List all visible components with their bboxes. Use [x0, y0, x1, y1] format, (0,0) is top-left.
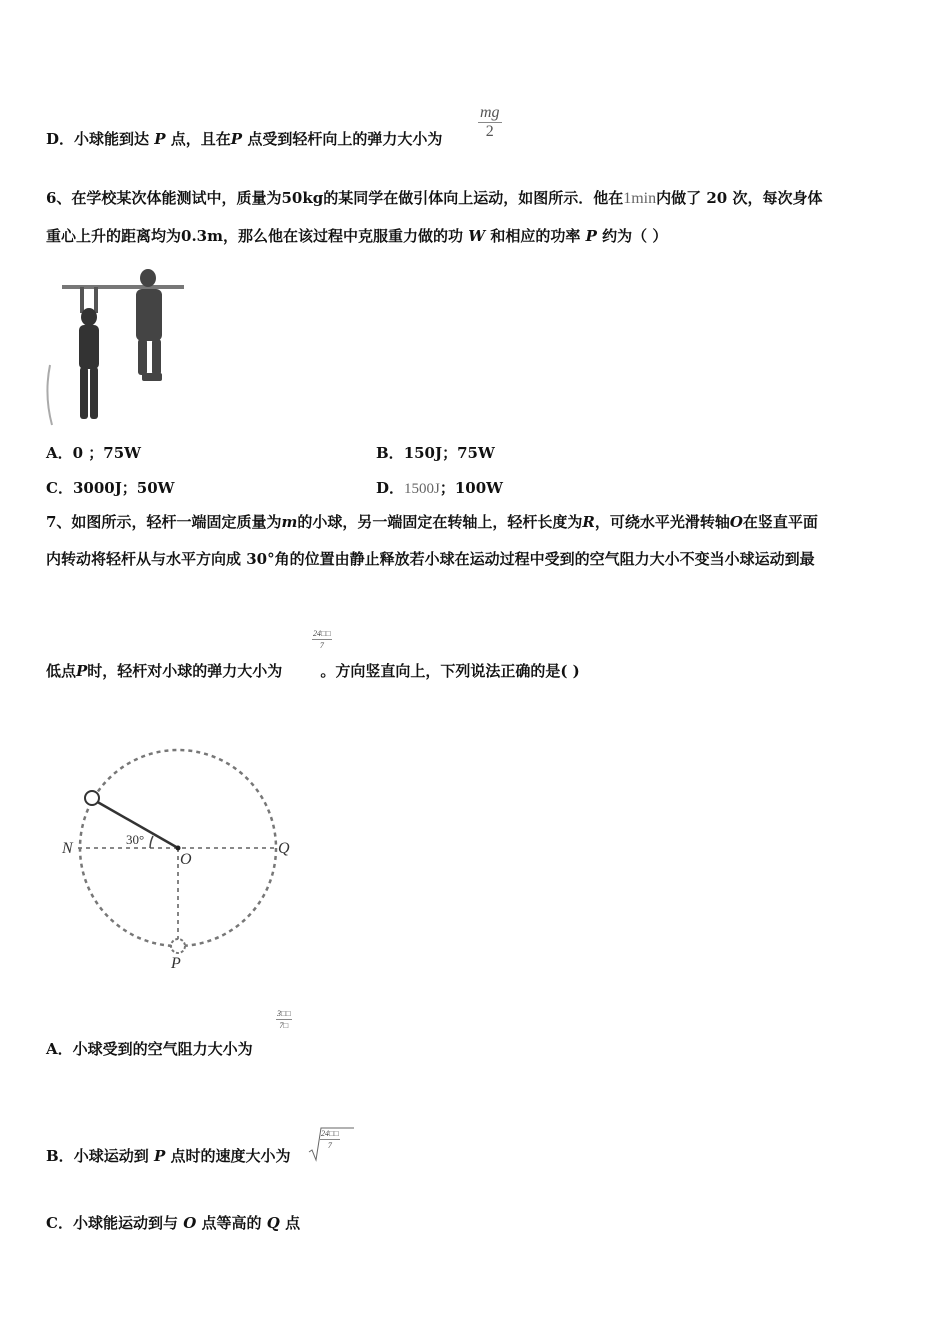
q7-fraction-drag: $\frac{3□□}{7□}$ — [277, 1009, 291, 1030]
q6-option-c: C．3000J；50W — [46, 479, 175, 497]
q6-option-a: A．0 ；75W — [46, 444, 142, 462]
q7-line3: 低点P时，轻杆对小球的弹力大小为 。方向竖直向上，下列说法正确的是( ) — [46, 662, 580, 680]
option-label: D． — [46, 130, 75, 148]
q7-option-b: B．小球运动到 P 点时的速度大小为 — [46, 1147, 291, 1165]
q7-option-c: C．小球能运动到与 O 点等高的 Q 点 — [46, 1214, 301, 1232]
q5-option-d: D．小球能到达 P 点，且在P 点受到轻杆向上的弹力大小为 — [46, 130, 443, 148]
label-p: P — [171, 955, 181, 972]
q7-option-a: A．小球受到的空气阻力大小为 — [46, 1040, 253, 1058]
rod-circle-diagram — [50, 740, 310, 975]
label-q: Q — [278, 840, 290, 857]
q6-line2: 重心上升的距离均为0.3m，那么他在该过程中克服重力做的功 W 和相应的功率 P 约为（ ） — [46, 227, 668, 245]
q6-line1: 6、在学校某次体能测试中，质量为50kg的某同学在做引体向上运动，如图所示．他在1min内做了 20 次，每次身体 — [46, 189, 823, 207]
q7-fraction-velocity: $\frac{24□□}{7}$ — [321, 1129, 339, 1150]
label-o: O — [180, 851, 192, 868]
q6-option-b: B．150J；75W — [376, 444, 495, 462]
label-angle: 30° — [126, 832, 145, 847]
q7-line2: 内转动将轻杆从与水平方向成 30°角的位置由静止释放若小球在运动过程中受到的空气阻力大小不变当小球运动到最 — [46, 550, 815, 568]
pull-up-figure — [44, 265, 186, 427]
label-n: N — [62, 840, 73, 857]
fraction-mg-over-2: $\frac{mg}{2}$ — [480, 104, 500, 140]
q7-fraction-force: $\frac{24□□}{7}$ — [313, 629, 331, 650]
person-hanging — [79, 287, 99, 419]
q7-line1: 7、如图所示，轻杆一端固定质量为m的小球，另一端固定在转轴上，轻杆长度为R，可绕水平光滑转轴O在竖直平面 — [46, 513, 818, 531]
q6-option-d: D．1500J；100W — [376, 479, 504, 497]
